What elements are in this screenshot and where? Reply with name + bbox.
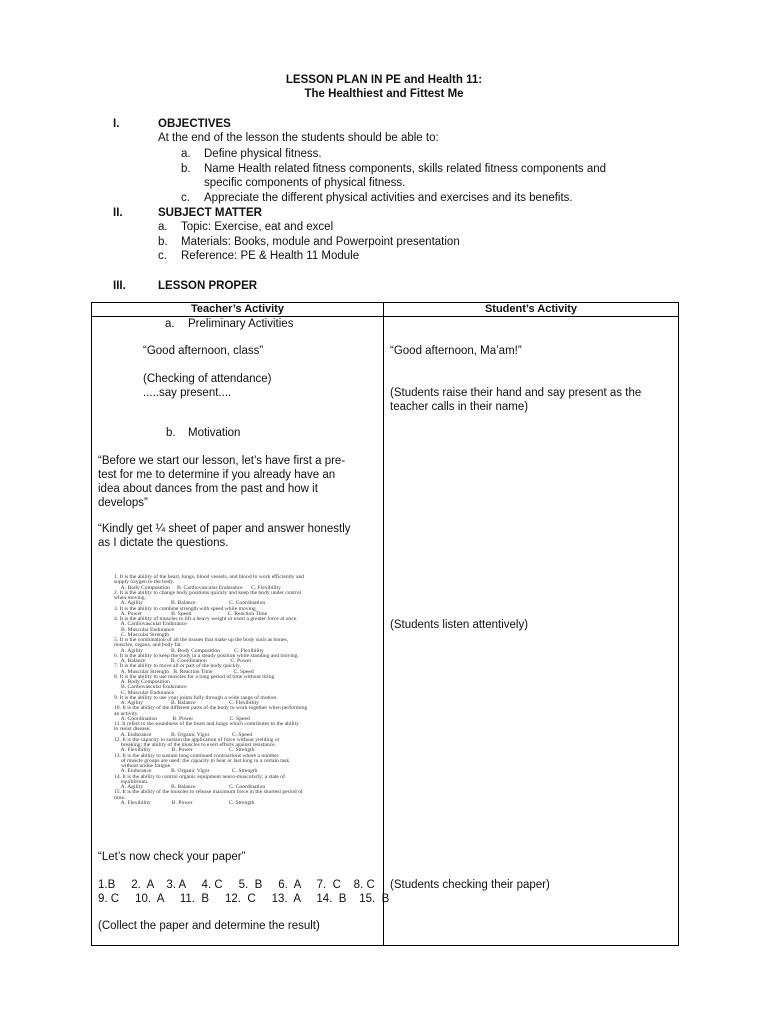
teacher-greeting: “Good afternoon, class” [143,345,264,357]
objectives-numeral: I. [113,118,120,130]
subject-matter-heading: SUBJECT MATTER [158,207,262,219]
quiz-line: 2. It is the ability to change body positions quickly and keep the body under control [114,589,302,596]
document-subtitle: The Healthiest and Fittest Me [304,88,464,100]
subject-item-reference: Reference: PE & Health 11 Module [181,250,360,262]
objective-item-c: Appreciate the different physical activities and exercises and its benefits. [204,192,573,204]
subject-marker-c: c. [158,250,167,262]
subject-marker-b: b. [158,236,168,248]
teacher-activity-cell [92,317,390,946]
quiz-line: A. Flexibility B. Power C. Strength [114,799,255,806]
quiz-line: C. Muscular Endurance [114,689,174,696]
collect-paper: (Collect the paper and determine the result) [98,920,320,932]
quiz-line: to resist disease. [114,726,151,733]
motivation-heading: Motivation [188,427,241,439]
student-activity-header: Student’s Activity [384,303,679,317]
quiz-line: time. [114,794,126,801]
quiz-line: 1. It is the ability of the heart, lungs, blood vessels, and blood to work efficiently and [114,574,305,580]
objectives-heading: OBJECTIVES [158,118,231,130]
objective-item-b-cont: specific components of physical fitness. [204,177,406,189]
quiz-line: without undue fatigue. [114,763,172,769]
quiz-line: A. Agility B. Balance C. Coordination [114,784,266,790]
quiz-line: 10. It is the ability of the different parts of the body to work together when performing [114,705,308,712]
quiz-line: A. Agility B. Balance C. Coordination [114,600,266,607]
kindly-line-1: “Kindly get ¼ sheet of paper and answer honestly [98,523,351,535]
quiz-line: C. Muscular Strength [114,631,170,638]
quiz-line: supply oxygen to the body. [114,579,175,586]
quiz-line: A. Cardiovascular Endurance [114,621,187,628]
subject-item-materials: Materials: Books, module and Powerpoint presentation [181,236,460,248]
quiz-line: 15. It is the ability of the muscles to release maximum force in the shortest period of [114,789,303,796]
objective-item-b: Name Health related fitness components, skills related fitness components and [204,163,607,175]
pretest-line-2: test for me to determine if you already have an [98,469,336,481]
quiz-line: 9. It is the ability to use your joints fully through a wide range of motion. [114,694,278,701]
objective-marker-b: b. [181,163,191,175]
quiz-line: equilibrium. [114,778,149,785]
quiz-line: B. Muscular Endurance [114,626,174,633]
student-activity-cell [384,317,679,946]
objective-marker-a: a. [181,148,191,160]
activity-table [91,302,679,946]
pretest-line-4: develops” [98,497,148,509]
quiz-line: 3. It is the ability to combine strength with speed while moving. [114,605,258,612]
quiz-line: 14. It is the ability to control organic equipment neuro-muscularly; a state of [114,773,285,780]
quiz-line: of muscle groups are used; the capacity to bear or last long in a certain task [114,757,290,764]
student-raise-line-2: teacher calls in their name) [390,401,529,413]
quiz-line: 6. It is the ability to keep the body in a steady position while standing and moving. [114,652,299,659]
quiz-line: 5. It is the combination of all the tissues that make up the body such as bones, [114,637,288,643]
lesson-proper-numeral: III. [113,280,126,292]
answer-key-line-1: 1.B 2. A 3. A 4. C 5. B 6. A 7. C 8. C [98,879,375,891]
quiz-line: A. Power B. Speed C. Reaction Time [114,610,268,617]
subject-item-topic: Topic: Exercise, eat and excel [181,221,334,233]
quiz-line: A. Coordination B. Power C. Speed [114,715,250,722]
objective-marker-c: c. [181,192,190,204]
motivation-marker: b. [166,427,176,439]
quiz-line: 4. It is the ability of muscles to lift a heavy weight or exert a greater force at once. [114,616,298,622]
quiz-line: A. Endurance B. Organic Vigor C. Strength [114,768,258,775]
quiz-line: 7. It is the ability to move all or part of the body quickly. [114,663,241,670]
check-paper-prompt: “Let’s now check your paper” [98,851,246,863]
kindly-line-2: as I dictate the questions. [98,537,229,549]
document-title: LESSON PLAN IN PE and Health 11: [285,74,483,86]
objectives-intro: At the end of the lesson the students should be able to: [158,132,439,144]
quiz-line: A. Balance B. Coordination C. Power [114,658,252,664]
quiz-line: B. Cardiovascular Endurance [114,684,187,691]
quiz-line: breaking; the ability of the muscles to exert efforts against resistance. [114,742,277,748]
subject-matter-numeral: II. [113,207,123,219]
quiz-line: A. Agility B. Body Composition C. Flexibility [114,647,264,654]
pretest-line-1: “Before we start our lesson, let’s have first a pre- [98,455,346,467]
quiz-line: 12. It is the capacity to sustain the application of force without yielding or [114,736,280,743]
quiz-line: 8. It is the ability to use muscles for a long period of time without tiring [114,673,275,680]
quiz-line: A. Flexibility B. Power C. Strength [114,747,255,754]
quiz-line: when moving. [114,595,147,601]
quiz-line: an activity. [114,710,139,717]
say-present: .....say present.... [143,387,232,399]
attendance-check: (Checking of attendance) [143,373,272,385]
quiz-line: muscles, organs, and body fat. [114,642,182,649]
teacher-activity-header: Teacher’s Activity [92,303,384,317]
answer-key-line-2: 9. C 10. A 11. B 12. C 13. A 14. B 15. B [98,893,390,905]
pretest-quiz-image [114,575,364,806]
quiz-line: A. Body Composition [114,679,170,685]
lesson-proper-heading: LESSON PROPER [158,280,258,292]
student-listen: (Students listen attentively) [390,619,529,631]
subject-marker-a: a. [158,221,168,233]
prelim-marker: a. [165,318,175,330]
objective-item-a: Define physical fitness. [204,148,322,160]
quiz-line: 11. It refers to the soundness of the heart and lungs which contributes to the ability [114,721,299,727]
prelim-activities: Preliminary Activities [188,318,294,330]
quiz-line: A. Body Composition B. Cardiovascular Endurance C. Flexibility [114,584,281,591]
student-raise-line-1: (Students raise their hand and say present as the [390,387,642,399]
pretest-line-3: idea about dances from the past and how it [98,483,318,495]
student-greeting: “Good afternoon, Ma’am!” [390,345,522,357]
quiz-line: 13. It is the ability to sustain long continued contractions where a number [114,752,279,759]
student-checking: (Students checking their paper) [390,879,550,891]
quiz-line: A. Muscular Strength B. Reaction Time C. Speed [114,668,254,675]
quiz-line: A. Agility B. Balance C. Flexibility [114,700,259,706]
quiz-line: A. Endurance B. Organic Vigor C. Speed [114,731,253,738]
